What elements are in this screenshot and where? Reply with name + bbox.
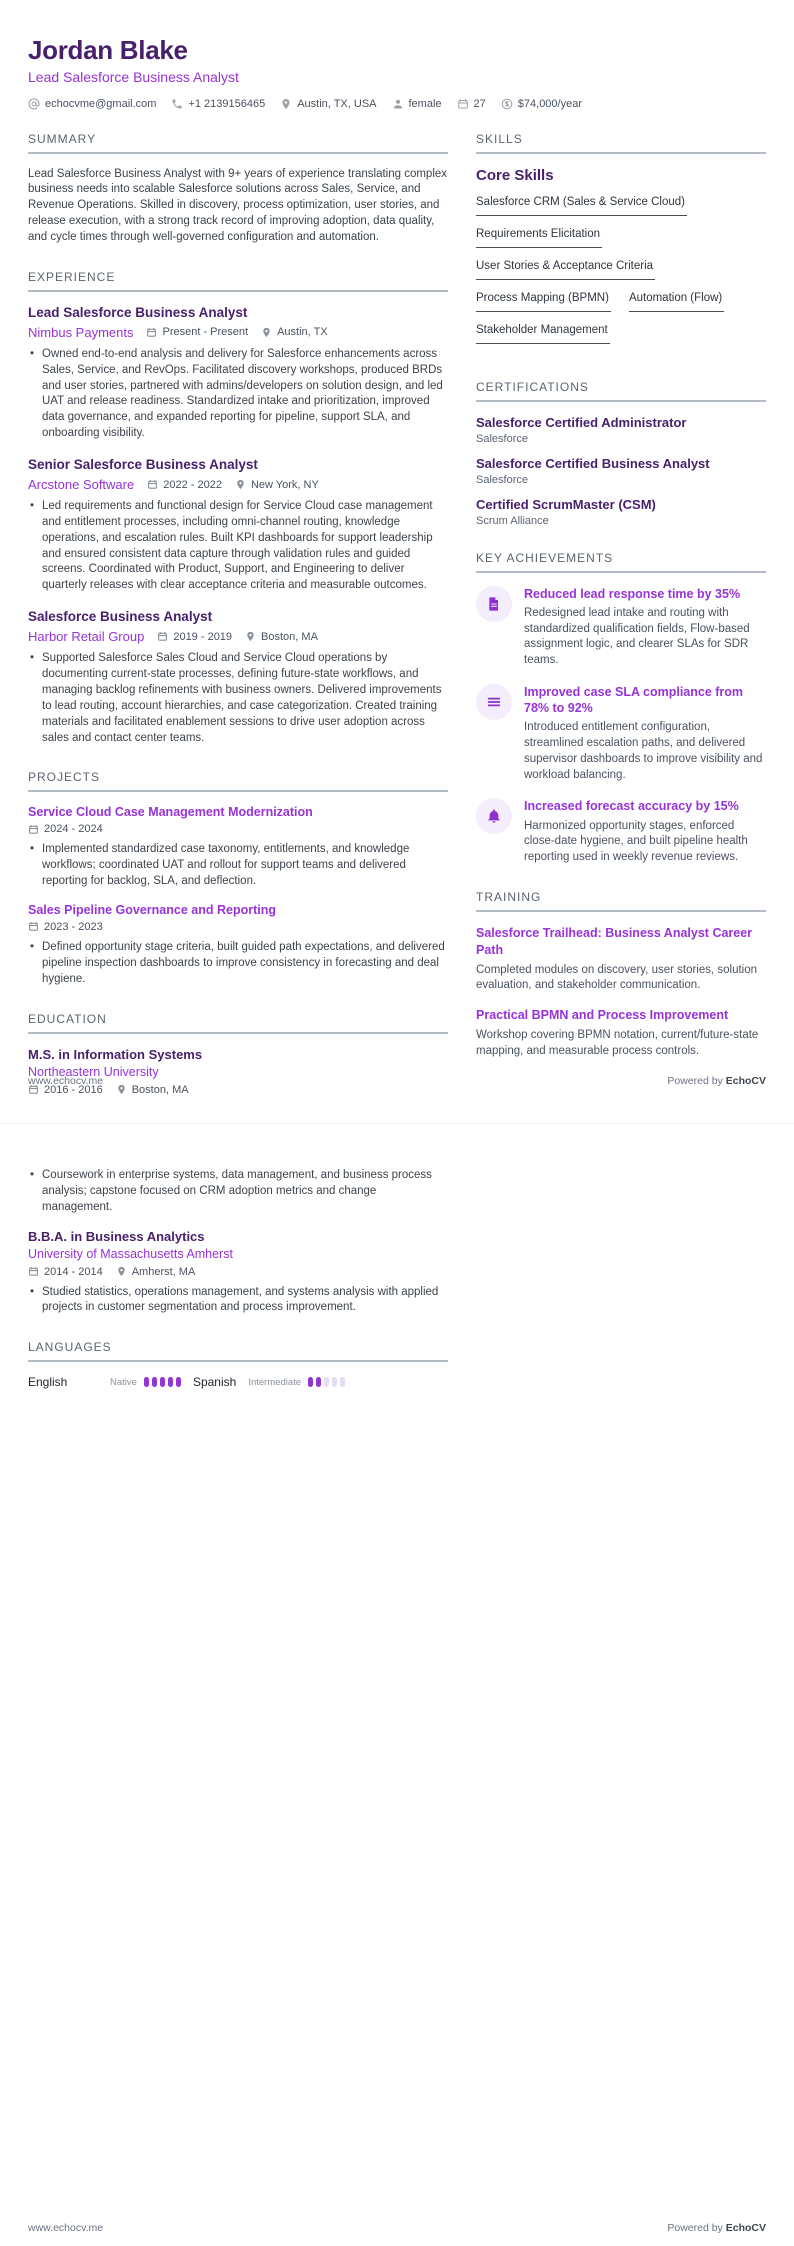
achievement-entry <box>476 586 766 669</box>
experience-section <box>28 270 448 746</box>
contact-row <box>28 98 766 110</box>
job-meta-row <box>28 629 448 644</box>
proficiency-dot <box>332 1377 337 1387</box>
experience-heading: EXPERIENCE <box>28 270 448 292</box>
two-column-body <box>28 132 766 1120</box>
project-title: Sales Pipeline Governance and Reporting <box>28 902 276 917</box>
skills-heading: SKILLS <box>476 132 766 154</box>
job-dates <box>147 479 222 491</box>
at-sign-icon <box>28 98 40 110</box>
proficiency-dot <box>324 1377 329 1387</box>
education-heading: EDUCATION <box>28 1012 448 1034</box>
achievement-title: Reduced lead response time by 35% <box>524 586 741 601</box>
dollar-circle-icon <box>501 98 513 110</box>
job-bullet: • Owned end-to-end analysis and delivery for Salesforce enhancements across Sales, Service, and RevOps. Facilitated discovery workshops, produced BRDs and user stories, partnered with admins/developers on solution design, and led UAT and release readiness. Standardized intake and prioritization, improved data governance, and expanded reporting for pipeline, support SLA, and onboarding visibility. <box>28 347 448 442</box>
certification-entry <box>476 497 766 527</box>
education-location-text: Amherst, MA <box>131 1265 196 1278</box>
certifications-heading: CERTIFICATIONS <box>476 380 766 402</box>
achievement-title: Increased forecast accuracy by 15% <box>524 799 739 814</box>
achievement-entry <box>476 798 766 866</box>
location-pin-icon <box>235 479 246 490</box>
degree-title: B.B.A. in Business Analytics <box>28 1228 205 1244</box>
achievement-body <box>524 586 766 669</box>
skill-item: Automation (Flow) <box>629 292 724 312</box>
achievements-heading: KEY ACHIEVEMENTS <box>476 551 766 573</box>
proficiency-dot <box>308 1377 313 1387</box>
education-location-text: Boston, MA <box>131 1083 189 1096</box>
page-footer <box>28 2222 766 2234</box>
achievement-entry <box>476 684 766 784</box>
training-desc: Workshop covering BPMN notation, current/future-state mapping, and measurable process controls. <box>476 1028 759 1057</box>
skill-item: User Stories & Acceptance Criteria <box>476 260 655 280</box>
page-footer <box>28 1075 766 1087</box>
document-icon <box>476 586 512 622</box>
education-dates-text: 2016 - 2016 <box>44 1083 103 1096</box>
contact-age <box>457 98 486 110</box>
skill-item: Requirements Elicitation <box>476 228 602 248</box>
contact-age-text: 27 <box>473 97 486 110</box>
resume-page-2 <box>0 1123 794 2246</box>
phone-icon <box>171 98 183 110</box>
candidate-name: Jordan Blake <box>28 35 188 65</box>
footer-powered-by <box>667 1075 766 1087</box>
project-bullet: • Defined opportunity stage criteria, built guided path expectations, and delivered pipeline inspection dashboards to improve consistency in forecasting and deal hygiene. <box>28 940 448 988</box>
certification-issuer: Scrum Alliance <box>476 514 549 527</box>
job-location <box>261 326 328 338</box>
degree-title: M.S. in Information Systems <box>28 1046 203 1062</box>
projects-heading: PROJECTS <box>28 770 448 792</box>
training-title: Practical BPMN and Process Improvement <box>476 1008 729 1023</box>
training-entry <box>476 925 766 994</box>
achievement-title: Improved case SLA compliance from 78% to 92% <box>524 684 744 716</box>
skill-group-title: Core Skills <box>476 166 554 184</box>
education-bullet: • Coursework in enterprise systems, data management, and business process analysis; capstone focused on CRM adoption metrics and change management. <box>28 1168 448 1216</box>
project-dates-text: 2023 - 2023 <box>44 920 103 933</box>
job-meta-row <box>28 325 448 340</box>
languages-row <box>28 1375 448 1389</box>
job-dates-text: Present - Present <box>162 326 249 339</box>
job-entry <box>28 457 448 594</box>
training-heading: TRAINING <box>476 890 766 912</box>
project-bullet: • Implemented standardized case taxonomy, entitlements, and knowledge workflows; coordinated UAT and rollout for support teams and delivered reporting for backlog, SLA, and deflection. <box>28 842 448 890</box>
contact-salary-text: $74,000/year <box>517 97 582 110</box>
certification-name: Salesforce Certified Business Analyst <box>476 455 710 471</box>
language-level: Intermediate <box>248 1376 302 1388</box>
skill-item: Salesforce CRM (Sales & Service Cloud) <box>476 196 687 216</box>
proficiency-dot <box>168 1377 173 1387</box>
skill-item: Stakeholder Management <box>476 324 610 344</box>
job-entry <box>28 609 448 746</box>
summary-heading: SUMMARY <box>28 132 448 154</box>
project-dates-text: 2024 - 2024 <box>44 823 103 836</box>
achievements-section <box>476 551 766 866</box>
contact-email-text: echocvme@gmail.com <box>45 97 157 110</box>
achievement-desc: Harmonized opportunity stages, enforced close-date hygiene, and built pipeline health reporting used in weekly revenue reviews. <box>524 819 748 864</box>
job-title: Salesforce Business Analyst <box>28 609 213 625</box>
job-location <box>235 479 319 491</box>
summary-section <box>28 132 448 246</box>
footer-powered-prefix: Powered by <box>667 1075 726 1087</box>
certification-issuer: Salesforce <box>476 432 528 445</box>
training-desc: Completed modules on discovery, user stories, solution evaluation, and stakeholder communication. <box>476 963 758 992</box>
calendar-icon <box>146 327 157 338</box>
project-title: Service Cloud Case Management Modernization <box>28 805 313 820</box>
job-dates <box>146 326 248 338</box>
language-entry <box>193 1375 345 1389</box>
education-dates-text: 2014 - 2014 <box>44 1265 103 1278</box>
proficiency-dot <box>160 1377 165 1387</box>
list-icon <box>476 684 512 720</box>
footer-brand: EchoCV <box>725 2222 766 2234</box>
calendar-icon <box>157 631 168 642</box>
job-location-text: Boston, MA <box>261 630 318 643</box>
left-column-continued <box>28 1168 448 1389</box>
candidate-headline: Lead Salesforce Business Analyst <box>28 68 239 85</box>
language-proficiency-dots <box>308 1377 345 1387</box>
job-company: Arcstone Software <box>28 477 135 493</box>
job-title: Senior Salesforce Business Analyst <box>28 457 258 473</box>
contact-location-text: Austin, TX, USA <box>297 97 377 110</box>
proficiency-dot <box>152 1377 157 1387</box>
projects-section <box>28 770 448 987</box>
contact-gender-text: female <box>408 97 442 110</box>
footer-site-url: www.echocv.me <box>28 2222 104 2234</box>
certification-name: Certified ScrumMaster (CSM) <box>476 496 656 512</box>
proficiency-dot <box>340 1377 345 1387</box>
achievement-desc: Introduced entitlement configuration, streamlined escalation paths, and delivered supervisor dashboards to improve visibility and workload balancing. <box>524 721 763 781</box>
certification-entry <box>476 456 766 486</box>
calendar-icon <box>28 824 39 835</box>
location-pin-icon <box>245 631 256 642</box>
education-dates <box>28 1266 103 1278</box>
education-location <box>116 1266 196 1278</box>
job-dates <box>157 631 232 643</box>
footer-site-url: www.echocv.me <box>28 1075 104 1087</box>
resume-header <box>28 36 766 110</box>
achievement-body <box>524 798 766 866</box>
language-name: Spanish <box>192 1375 237 1390</box>
skill-list <box>476 196 766 356</box>
training-title: Salesforce Trailhead: Business Analyst Career Path <box>476 925 753 957</box>
school-name: University of Massachusetts Amherst <box>28 1246 233 1261</box>
certifications-section <box>476 380 766 527</box>
language-level: Native <box>110 1376 137 1388</box>
left-column <box>28 132 448 1120</box>
calendar-icon <box>28 921 39 932</box>
footer-powered-by <box>667 2222 766 2234</box>
achievement-body <box>524 684 766 784</box>
language-name: English <box>28 1375 68 1390</box>
contact-gender <box>392 98 442 110</box>
job-title: Lead Salesforce Business Analyst <box>28 304 248 320</box>
person-icon <box>392 98 404 110</box>
contact-phone <box>171 98 265 110</box>
skill-item: Process Mapping (BPMN) <box>476 292 611 312</box>
language-entry <box>28 1375 181 1389</box>
education-meta-row <box>28 1266 448 1278</box>
contact-location <box>280 98 376 110</box>
calendar-icon <box>147 479 158 490</box>
footer-powered-prefix: Powered by <box>667 2222 726 2234</box>
calendar-icon <box>457 98 469 110</box>
project-entry <box>28 903 448 988</box>
job-location-text: New York, NY <box>250 478 319 491</box>
certification-entry <box>476 415 766 445</box>
job-dates-text: 2022 - 2022 <box>163 478 222 491</box>
education-entry <box>28 1229 448 1317</box>
language-proficiency-dots <box>144 1377 181 1387</box>
location-pin-icon <box>280 98 292 110</box>
project-dates <box>28 921 448 933</box>
proficiency-dot <box>176 1377 181 1387</box>
contact-salary <box>501 98 582 110</box>
job-company: Harbor Retail Group <box>28 629 145 645</box>
project-entry <box>28 805 448 890</box>
summary-text: Lead Salesforce Business Analyst with 9+ years of experience translating complex business needs into scalable Salesforce solutions across Sales, Service, and Revenue Operations. Skilled in discovery, process optimization, user stories, and release execution, with a strong track record of improving adoption, data quality, and cycle times through well-governed configuration and automation. <box>28 167 448 244</box>
job-bullet: • Led requirements and functional design for Service Cloud case management and entitlement processes, including omni-channel routing, knowledge operations, and escalation rules. Built KPI dashboards for support leadership and ensured consistent data capture through validation rules and guided screens. Coordinated with Product, Support, and Engineering to deliver quarterly releases with clear acceptance criteria and measurable outcomes. <box>28 499 448 594</box>
languages-section <box>28 1340 448 1389</box>
achievement-desc: Redesigned lead intake and routing with standardized qualification fields, Flow-based assignment logic, and clearer SLAs for SDR teams. <box>524 606 750 667</box>
training-section <box>476 890 766 1060</box>
training-entry <box>476 1007 766 1059</box>
certification-issuer: Salesforce <box>476 473 528 486</box>
certification-name: Salesforce Certified Administrator <box>476 414 687 430</box>
location-pin-icon <box>261 327 272 338</box>
job-meta-row <box>28 477 448 492</box>
proficiency-dot <box>144 1377 149 1387</box>
contact-email <box>28 98 156 110</box>
calendar-icon <box>28 1266 39 1277</box>
job-company: Nimbus Payments <box>28 324 134 340</box>
footer-brand: EchoCV <box>725 1075 766 1087</box>
languages-heading: LANGUAGES <box>28 1340 448 1362</box>
proficiency-dot <box>316 1377 321 1387</box>
project-dates <box>28 823 448 835</box>
job-dates-text: 2019 - 2019 <box>173 630 233 643</box>
contact-phone-text: +1 2139156465 <box>188 97 266 110</box>
bell-icon <box>476 798 512 834</box>
job-entry <box>28 305 448 442</box>
right-column <box>476 132 766 1120</box>
skills-section <box>476 132 766 356</box>
location-pin-icon <box>116 1266 127 1277</box>
job-location <box>245 631 318 643</box>
job-bullet: • Supported Salesforce Sales Cloud and Service Cloud operations by documenting current-state processes, defining future-state workflows, and managing backlog refinements with business owners. Delivered improvements to lead routing, account hierarchies, and case categorization. Created training materials and facilitated enablement sessions to drive user adoption across sales and contact center teams. <box>28 651 448 746</box>
education-bullet: • Studied statistics, operations management, and systems analysis with applied projects in customer segmentation and process improvement. <box>28 1285 448 1317</box>
job-location-text: Austin, TX <box>277 326 328 339</box>
education-entry <box>28 1047 448 1096</box>
school-name: Northeastern University <box>28 1064 159 1079</box>
